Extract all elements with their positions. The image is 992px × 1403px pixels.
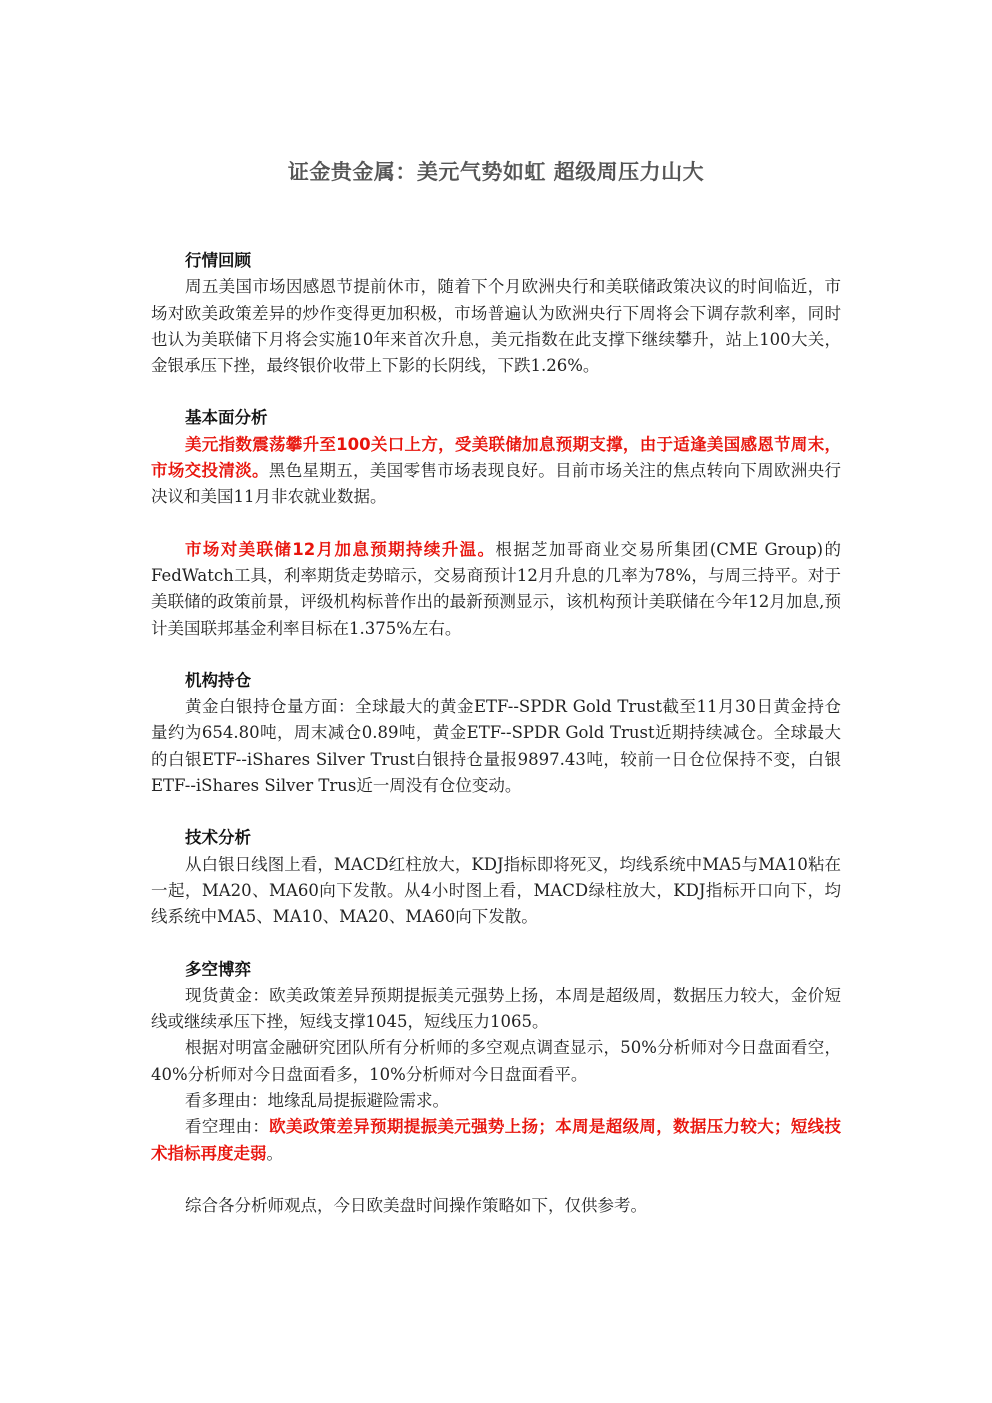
fundamentals-paragraph-2 (151, 537, 841, 642)
long-short-paragraph-1: 现货黄金：欧美政策差异预期提振美元强势上扬，本周是超级周，数据压力较大，金价短线或继续承压下挫，短线支撑1045，短线压力1065。 (151, 985, 841, 1032)
holdings-paragraph: 黄金白银持仓量方面：全球最大的黄金ETF--SPDR Gold Trust截至11月30日黄金持仓量约为654.80吨，周末减仓0.89吨，黄金ETF--SPDR Gold Trust近期持续减仓。全球最大的白银ETF--iShares Silver Trust白银持仓量报9897.43吨，较前一日仓位保持不变，白银ETF--iShares Silver Trus近一周没有仓位变动。 (151, 697, 841, 796)
long-short-paragraph-4 (151, 1114, 841, 1167)
highlight-text: 市场对美联储12月加息预期持续升温。 (185, 539, 496, 559)
highlight-text: 欧美政策差异预期提振美元强势上扬；本周是超级周，数据压力较大；短线技术指标再度走弱 (151, 1117, 842, 1163)
long-short-paragraph-2: 根据对明富金融研究团队所有分析师的多空观点调查显示，50%分析师对今日盘面看空，40%分析师对今日盘面看多，10%分析师对今日盘面看平。 (151, 1038, 841, 1084)
fundamentals-paragraph-1 (151, 432, 841, 511)
conclusion-paragraph: 综合各分析师观点，今日欧美盘时间操作策略如下，仅供参考。 (185, 1195, 647, 1215)
market-review-paragraph: 周五美国市场因感恩节提前休市，随着下个月欧洲央行和美联储政策决议的时间临近，市场对欧美政策差异的炒作变得更加积极，市场普遍认为欧洲央行下周将会下调存款利率，同时也认为美联储下月将会实施10年来首次升息，美元指数在此支撑下继续攀升，站上100大关，金银承压下挫，最终银价收带上下影的长阴线，下跌1.26%。 (151, 277, 841, 376)
paragraph-text: 黑色星期五，美国零售市场表现良好。目前市场关注的焦点转向下周欧洲央行决议和美国11月非农就业数据。 (151, 461, 842, 507)
section-heading-fundamentals: 基本面分析 (185, 408, 268, 428)
paragraph-text: 根据芝加哥商业交易所集团(CME Group)的FedWatch工具，利率期货走势暗示，交易商预计12月升息的几率为78%，与周三持平。对于美联储的政策前景，评级机构标普作出的最新预测显示，该机构预计美联储在今年12月加息,预计美国联邦基金利率目标在1.375%左右。 (151, 539, 841, 638)
section-heading-long-short: 多空博弈 (185, 959, 251, 979)
section-heading-technical: 技术分析 (185, 828, 251, 848)
technical-paragraph: 从白银日线图上看，MACD红柱放大，KDJ指标即将死叉，均线系统中MA5与MA10粘在一起，MA20、MA60向下发散。从4小时图上看，MACD绿柱放大，KDJ指标开口向下，均线系统中MA5、MA10、MA20、MA60向下发散。 (151, 854, 841, 927)
page-title: 证金贵金属：美元气势如虹 超级周压力山大 (287, 160, 705, 184)
document-body (151, 248, 841, 1219)
section-heading-holdings: 机构持仓 (185, 670, 251, 690)
paragraph-label: 看空理由： (185, 1117, 270, 1137)
paragraph-end: 。 (266, 1143, 283, 1163)
section-heading-market-review: 行情回顾 (185, 251, 251, 270)
long-short-paragraph-3: 看多理由：地缘乱局提振避险需求。 (185, 1091, 449, 1111)
highlight-text: 美元指数震荡攀升至100关口上方，受美联储加息预期支撑，由于适逢美国感恩节周末，市场交投清淡。 (151, 434, 841, 481)
